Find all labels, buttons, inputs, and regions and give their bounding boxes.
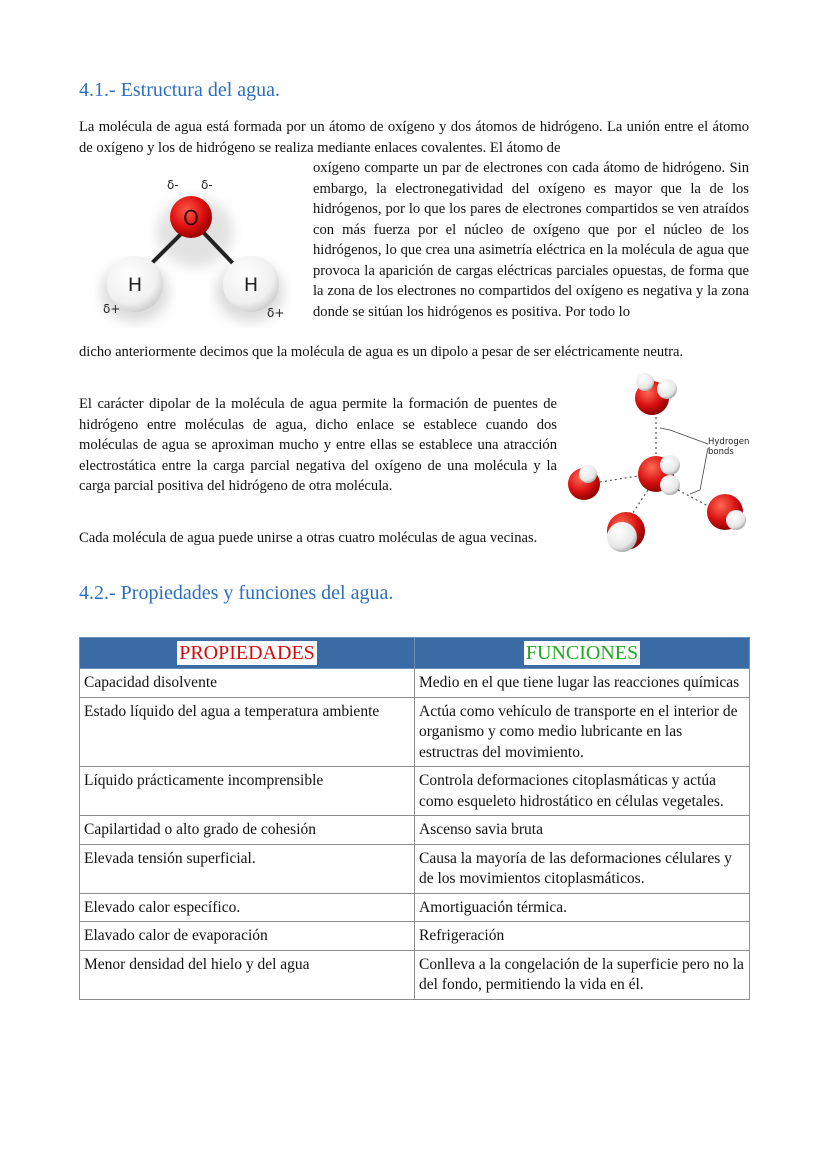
table-row (80, 697, 750, 767)
hydrogen-label-left: H (127, 274, 143, 296)
table-cell-function: Actúa como vehículo de transporte en el interior de organismo y como medio lubricante en las estructras del movimiento. (415, 697, 750, 767)
delta-positive-label-left: δ+ (103, 302, 121, 316)
header-functions-label: FUNCIONES (525, 642, 639, 664)
section-heading-properties: 4.2.- Propiedades y funciones del agua. (79, 582, 394, 604)
table-cell-property: Elevado calor específico. (80, 893, 415, 922)
header-functions (415, 638, 750, 669)
header-properties-label: PROPIEDADES (179, 642, 315, 664)
paragraph-hydrogen-bonds: El carácter dipolar de la molécula de agua permite la formación de puentes de hidrógeno entre moléculas de agua, dicho enlace se establece cuando dos moléculas de agua se aproximan mucho y entre ellas se establece una atracción electrostática entre la carga parcial negativa del oxígeno de una molécula y la carga parcial positiva del hidrógeno de otra molécula. (79, 396, 557, 494)
delta-negative-label-2: δ- (201, 178, 213, 192)
table-cell-function: Medio en el que tiene lugar las reacciones químicas (415, 669, 750, 698)
table-cell-function: Ascenso savia bruta (415, 816, 750, 845)
hydrogen-bonds-figure (560, 372, 760, 562)
table-cell-function: Refrigeración (415, 922, 750, 951)
table-cell-property: Menor densidad del hielo y del agua (80, 950, 415, 999)
table-row (80, 950, 750, 999)
table-row (80, 844, 750, 893)
properties-functions-table (79, 637, 750, 1000)
hydrogen-bonds-label-2: bonds (708, 447, 734, 457)
paragraph-structure-intro: La molécula de agua está formada por un átomo de oxígeno y dos átomos de hidrógeno. La unión entre el átomo de oxígeno y los de hidrógeno se realiza mediante enlaces covalentes. El átomo de (79, 119, 749, 156)
table-cell-property: Elavado calor de evaporación (80, 922, 415, 951)
table-cell-property: Estado líquido del agua a temperatura ambiente (80, 697, 415, 767)
table-row (80, 816, 750, 845)
paragraph-neighbors: Cada molécula de agua puede unirse a otras cuatro moléculas de agua vecinas. (79, 530, 538, 546)
table-row (80, 669, 750, 698)
table-cell-property: Elevada tensión superficial. (80, 844, 415, 893)
hydrogen-label-right: H (243, 274, 259, 296)
header-properties (80, 638, 415, 669)
paragraph-structure-wrap: oxígeno comparte un par de electrones con cada átomo de hidrógeno. Sin embargo, la electronegatividad del oxígeno es mayor que la de los hidrógenos, por lo que los pares de electrones compartidos se ven atraídos con más fuerza por el núcleo de oxígeno que por el núcleo de los hidrógenos, lo que crea una asimetría eléctrica en la molécula de agua que provoca la aparición de cargas eléctricas parciales opuestas, de forma que la zona de los electrones no compartidos del oxígeno es negativa y la zona donde se sitúan los hidrógenos es positiva. Por todo lo (313, 160, 749, 320)
table-row (80, 767, 750, 816)
table-cell-function: Controla deformaciones citoplasmáticas y actúa como esqueleto hidrostático en células vegetales. (415, 767, 750, 816)
delta-negative-label-1: δ- (167, 178, 179, 192)
hydrogen-bonds-label-1: Hydrogen (708, 437, 750, 447)
table-cell-function: Causa la mayoría de las deformaciones célulares y de los movimientos citoplasmáticos. (415, 844, 750, 893)
table-cell-property: Capilartidad o alto grado de cohesión (80, 816, 415, 845)
table-cell-function: Conlleva a la congelación de la superficie pero no la del fondo, permitiendo la vida en él. (415, 950, 750, 999)
oxygen-label: O (183, 206, 199, 230)
paragraph-structure-end: dicho anteriormente decimos que la molécula de agua es un dipolo a pesar de ser eléctricamente neutra. (79, 344, 684, 360)
water-molecule-figure (95, 172, 295, 332)
section-heading-structure: 4.1.- Estructura del agua. (79, 79, 281, 101)
delta-positive-label-right: δ+ (267, 306, 285, 320)
table-cell-property: Capacidad disolvente (80, 669, 415, 698)
table-header-row (80, 638, 750, 669)
table-row (80, 893, 750, 922)
table-row (80, 922, 750, 951)
table-cell-function: Amortiguación térmica. (415, 893, 750, 922)
table-cell-property: Líquido prácticamente incomprensible (80, 767, 415, 816)
